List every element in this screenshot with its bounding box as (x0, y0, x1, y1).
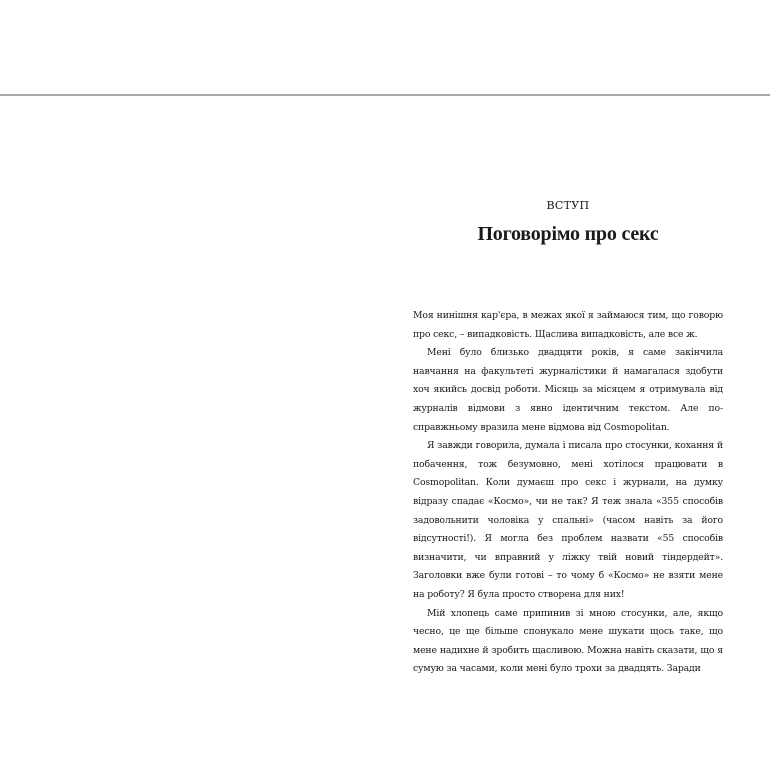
top-divider (0, 94, 770, 96)
paragraph: Моя нинішня кар'єра, в межах якої я займаюся тим, що говорю про секс, – випадковість. Щаслива випадковість, але все ж. (413, 310, 723, 340)
paragraph: Мій хлопець саме припинив зі мною стосунки, але, якщо чесно, це ще більше спонукало мене шукати щось таке, що мене надихне й зробить щасливою. Можна навіть сказати, що я сумую за часами, коли мені було трохи за двадцять. Заради (413, 607, 723, 675)
paragraph: Я завжди говорила, думала і писала про стосунки, кохання й побачення, тож безумовно, мені хотілося працювати в Cosmopolitan. Коли думаєш про секс і журнали, на думку відразу спадає «Космо», чи не так? Я теж знала «355 способів задовольнити чоловіка у спальні» (часом навіть за його відсутності!). Я могла без проблем назвати «55 способів визначити, чи вправний у ліжку твій новий тіндердейт». Заголовки вже були готові – то чому б «Космо» не взяти мене на роботу? Я була просто створена для них! (413, 440, 723, 600)
chapter-title: Поговорімо про секс (477, 223, 659, 245)
paragraph: Мені було близько двадцяти років, я саме закінчила навчання на факультеті журналістики й намагалася здобути хоч якийсь досвід роботи. Місяць за місяцем я отримувала від журналів відмови з явно ідентичним текстом. Але по-справжньому вразила мене відмова від Cosmopolitan. (413, 347, 723, 433)
body-text (413, 307, 723, 679)
chapter-label: ВСТУП (546, 199, 590, 212)
